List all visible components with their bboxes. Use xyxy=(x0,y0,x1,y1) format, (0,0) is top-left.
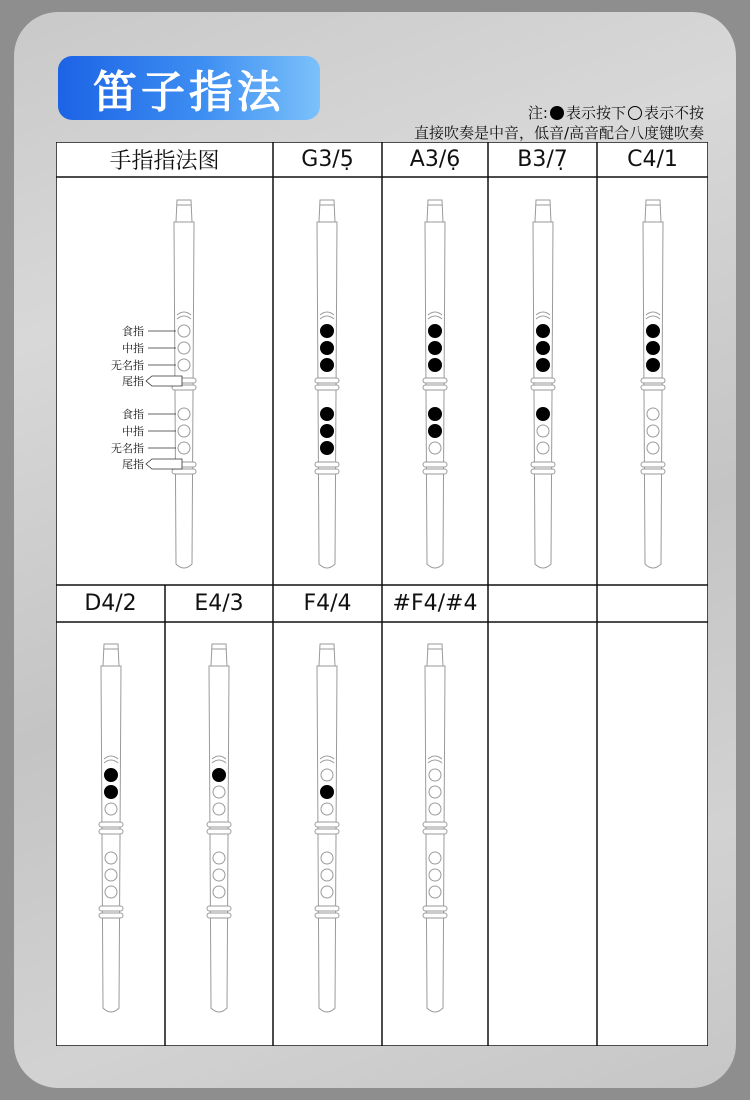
legend-pressed-label: 表示按下 xyxy=(565,104,626,122)
header-note-f4-sharp: #F4/#4 xyxy=(392,591,478,616)
hole-open xyxy=(105,886,117,898)
hole-pressed xyxy=(105,786,118,799)
hole-open xyxy=(321,852,333,864)
finger-label: 无名指 xyxy=(111,442,144,455)
hole-pressed xyxy=(537,408,550,421)
hole-pressed xyxy=(429,408,442,421)
header-note-b3: B3/7̣ xyxy=(517,147,568,172)
hole-open xyxy=(429,886,441,898)
hole-pressed xyxy=(647,342,660,355)
hole-pressed xyxy=(321,325,334,338)
hole-open xyxy=(178,425,190,437)
hole-open xyxy=(213,803,225,815)
hole-pressed xyxy=(429,325,442,338)
hole-open xyxy=(429,442,441,454)
hole-pressed xyxy=(647,359,660,372)
hole-pressed xyxy=(321,408,334,421)
flute-fingering-7 xyxy=(315,644,339,1012)
flute-fingering-5 xyxy=(99,644,123,1012)
hole-open xyxy=(647,442,659,454)
header-empty-2 xyxy=(597,585,708,622)
hole-pressed xyxy=(321,786,334,799)
hole-open xyxy=(178,342,190,354)
legend-note xyxy=(528,102,704,123)
open-dot-icon xyxy=(628,106,642,120)
page-title: 笛子指法 xyxy=(93,67,285,118)
hole-pressed xyxy=(321,342,334,355)
hole-pressed xyxy=(429,342,442,355)
finger-label: 食指 xyxy=(122,325,144,338)
finger-label: 中指 xyxy=(122,425,144,438)
header-finger-chart: 手指指法图 xyxy=(109,149,220,174)
hole-open xyxy=(178,442,190,454)
hole-pressed xyxy=(429,425,442,438)
hole-open xyxy=(429,786,441,798)
hole-open xyxy=(213,886,225,898)
finger-label: 尾指 xyxy=(122,458,144,471)
hole-open xyxy=(429,803,441,815)
hole-open xyxy=(647,408,659,420)
pinky-pointer xyxy=(146,376,182,386)
flute-fingering-8 xyxy=(423,644,447,1012)
header-note-f4: F4/4 xyxy=(303,591,352,616)
finger-label: 食指 xyxy=(122,408,144,421)
hole-pressed xyxy=(321,442,334,455)
header-note-e4: E4/3 xyxy=(194,591,244,616)
hole-pressed xyxy=(429,359,442,372)
title-banner xyxy=(58,56,320,120)
flute-fingering-1 xyxy=(315,200,339,568)
hole-open xyxy=(178,408,190,420)
hole-pressed xyxy=(321,425,334,438)
hole-open xyxy=(213,869,225,881)
hole-open xyxy=(429,869,441,881)
hole-open xyxy=(321,803,333,815)
hole-open xyxy=(647,425,659,437)
finger-label: 无名指 xyxy=(111,359,144,372)
hole-open xyxy=(213,852,225,864)
filled-dot-icon xyxy=(550,106,564,120)
hole-pressed xyxy=(537,359,550,372)
hole-open xyxy=(429,852,441,864)
flute-fingering-4 xyxy=(641,200,665,568)
hole-open xyxy=(321,769,333,781)
hole-open xyxy=(537,425,549,437)
flute-fingering-2 xyxy=(423,200,447,568)
legend-open-label: 表示不按 xyxy=(643,104,704,122)
header-note-d4: D4/2 xyxy=(84,591,137,616)
header-note-g3: G3/5̣ xyxy=(301,147,354,172)
header-empty-1 xyxy=(488,585,597,622)
flute-fingering-6 xyxy=(207,644,231,1012)
hole-open xyxy=(105,852,117,864)
hole-open xyxy=(105,869,117,881)
flute-fingering-3 xyxy=(531,200,555,568)
hole-pressed xyxy=(537,342,550,355)
header-note-a3: A3/6̣ xyxy=(409,147,461,172)
hole-pressed xyxy=(213,769,226,782)
finger-label: 尾指 xyxy=(122,375,144,388)
hole-open xyxy=(321,869,333,881)
hole-open xyxy=(429,769,441,781)
fingering-table xyxy=(56,142,708,1046)
hole-open xyxy=(213,786,225,798)
header-note-c4: C4/1 xyxy=(627,147,678,172)
hole-pressed xyxy=(647,325,660,338)
hole-open xyxy=(178,325,190,337)
legend-prefix: 注: xyxy=(527,104,548,122)
hole-pressed xyxy=(105,769,118,782)
finger-label: 中指 xyxy=(122,342,144,355)
hole-pressed xyxy=(537,325,550,338)
hole-pressed xyxy=(321,359,334,372)
hole-open xyxy=(321,886,333,898)
octave-note: 直接吹奏是中音，低音/高音配合八度键吹奏 xyxy=(413,124,704,142)
hole-open xyxy=(105,803,117,815)
pinky-pointer xyxy=(146,459,182,469)
hole-open xyxy=(537,442,549,454)
hole-open xyxy=(178,359,190,371)
